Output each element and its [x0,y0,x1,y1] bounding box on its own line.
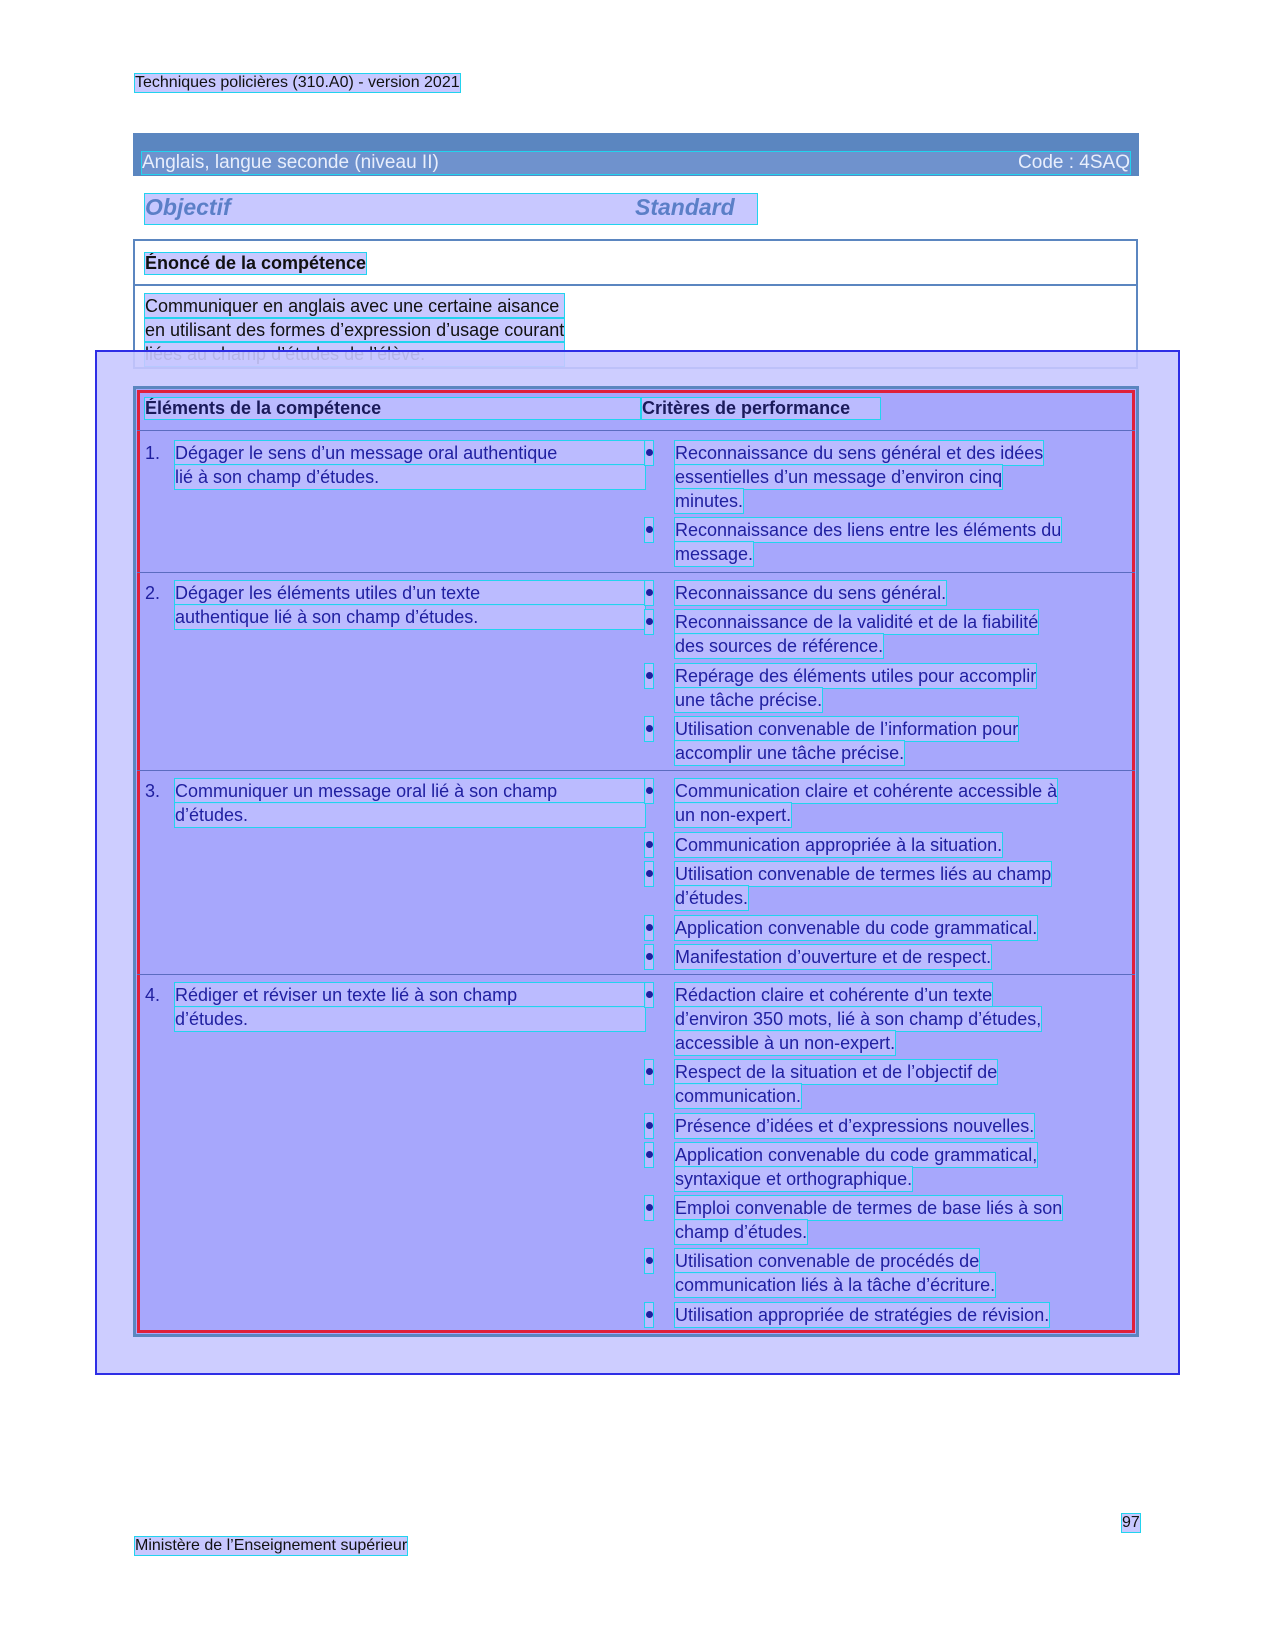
criterion-text: Utilisation convenable de procédés de [675,1251,980,1271]
criterion-text: des sources de référence. [675,636,884,656]
bullet-icon [645,610,653,634]
criterion-text: Communication appropriée à la situation. [675,835,1003,855]
element-text: Rédiger et réviser un texte lié à son champ [175,983,645,1007]
row-divider [137,430,1135,431]
course-code: Code : 4SAQ [1018,152,1130,173]
bullet-icon [645,441,653,465]
standard-heading: Standard [635,194,735,220]
criterion-text: communication liés à la tâche d’écriture. [675,1275,996,1295]
row-divider [137,572,1135,573]
column-header-elements: Éléments de la compétence [145,398,640,419]
criterion-text: message. [675,544,754,564]
element-text: Dégager les éléments utiles d’un texte [175,581,645,605]
criterion-text: Présence d’idées et d’expressions nouvelles. [675,1116,1035,1136]
element-text: Communiquer un message oral lié à son champ [175,779,645,803]
bullet-icon [645,1196,653,1220]
criterion-text: Rédaction claire et cohérente d’un texte [675,985,993,1005]
criterion-text: accessible à un non-expert. [675,1033,896,1053]
element-text: authentique lié à son champ d’études. [175,605,645,629]
bullet-icon [645,518,653,542]
criterion-text: Application convenable du code grammatical, [675,1145,1038,1165]
bullet-icon [645,1249,653,1273]
bullet-icon [645,717,653,741]
bullet-icon [645,1114,653,1138]
document-header [135,74,460,92]
bullet-icon [645,983,653,1007]
bullet-icon [645,1303,653,1327]
criterion-text: Respect de la situation et de l’objectif de [675,1062,998,1082]
criterion-text: un non-expert. [675,805,792,825]
criterion-text: champ d’études. [675,1222,808,1242]
criterion-text: syntaxique et orthographique. [675,1169,913,1189]
element-number: 3. [145,781,161,801]
row-divider [137,770,1135,771]
objective-heading: Objectif [145,194,231,220]
criterion-text: Application convenable du code grammatical. [675,918,1038,938]
criterion-text: essentielles d’un message d’environ cinq [675,467,1003,487]
criterion-text: Reconnaissance du sens général et des idées [675,443,1044,463]
bullet-icon [645,945,653,969]
criterion-text: Reconnaissance du sens général. [675,583,947,603]
bullet-icon [645,664,653,688]
criterion-text: Repérage des éléments utiles pour accomplir [675,666,1037,686]
bullet-icon [645,581,653,605]
statement-divider [135,284,1136,286]
criterion-text: Utilisation convenable de l’information pour [675,719,1019,739]
criterion-text: Manifestation d’ouverture et de respect. [675,947,992,967]
statement-line: Communiquer en anglais avec une certaine aisance [145,294,564,318]
bullet-icon [645,916,653,940]
criterion-text: Utilisation convenable de termes liés au champ [675,864,1052,884]
criterion-text: minutes. [675,491,744,511]
footer-ministry: Ministère de l’Enseignement supérieur [135,1537,408,1554]
course-name: Anglais, langue seconde (niveau II) [142,152,439,173]
criterion-text: Communication claire et cohérente accessible à [675,781,1058,801]
criterion-text: d’environ 350 mots, lié à son champ d’études, [675,1009,1042,1029]
bullet-icon [645,779,653,803]
criterion-text: une tâche précise. [675,690,823,710]
bullet-icon [645,833,653,857]
criterion-text: Reconnaissance de la validité et de la fiabilité [675,612,1039,632]
criterion-text: communication. [675,1086,802,1106]
element-number: 1. [145,443,161,463]
element-text: d’études. [175,803,645,827]
criterion-text: Reconnaissance des liens entre les éléments du [675,520,1062,540]
page-number: 97 [1122,1514,1140,1531]
element-number: 4. [145,985,161,1005]
bullet-icon [645,1060,653,1084]
column-header-criteria: Critères de performance [642,398,880,419]
statement-line: en utilisant des formes d’expression d’usage courant [145,320,565,340]
element-text: d’études. [175,1007,645,1031]
criterion-text: Emploi convenable de termes de base liés à son [675,1198,1063,1218]
bullet-icon [645,862,653,886]
criterion-text: accomplir une tâche précise. [675,743,905,763]
element-text: lié à son champ d’études. [175,465,645,489]
row-divider [137,974,1135,975]
element-text: Dégager le sens d’un message oral authentique [175,441,645,465]
course-title-bar [133,133,1139,176]
element-number: 2. [145,583,161,603]
section-headings [145,194,757,224]
statement-title: Énoncé de la compétence [145,253,367,273]
criterion-text: Utilisation appropriée de stratégies de révision. [675,1305,1050,1325]
criterion-text: d’études. [675,888,749,908]
program-title: Techniques policières (310.A0) - version 2021 [135,74,460,91]
bullet-icon [645,1143,653,1167]
